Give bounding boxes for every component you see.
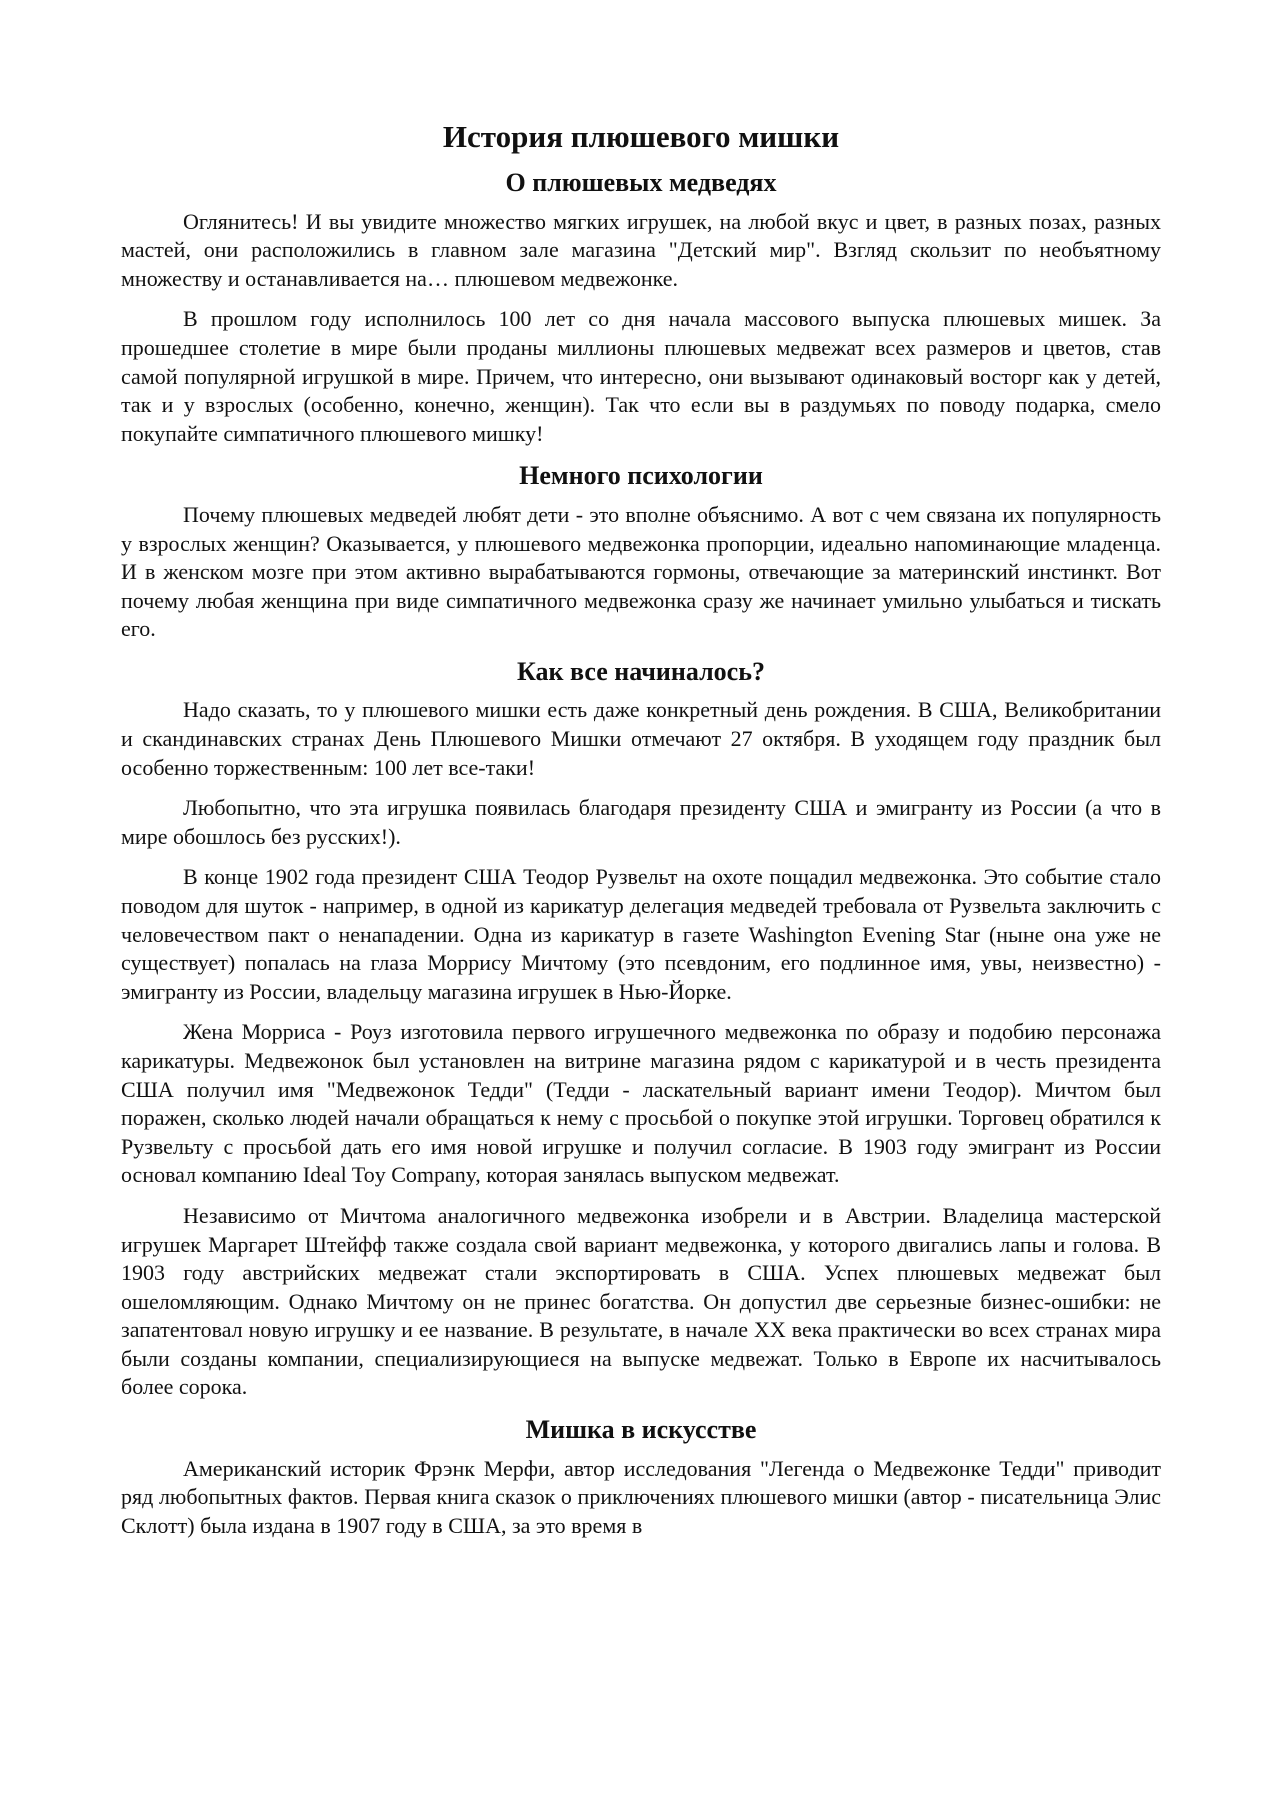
section-bear-in-art (121, 1414, 1161, 1540)
section-heading: Как все начиналось? (517, 656, 765, 686)
section-heading: Мишка в искусстве (525, 1415, 757, 1445)
paragraph: Любопытно, что эта игрушка появилась благодаря президенту США и эмигранту из России (а что в мире обошлось без русских!). (121, 795, 1161, 849)
section-heading: О плюшевых медведях (505, 168, 777, 198)
paragraph: Жена Морриса - Роуз изготовила первого игрушечного медвежонка по образу и подобию персонажа карикатуры. Медвежонок был установлен на витрине магазина рядом с карикатурой и в честь президента США получил имя "Медвежонок Тедди" (Тедди - ласкательный вариант имени Теодор). Мичтом был поражен, сколько людей начали обращаться к нему с просьбой о покупке этой игрушки. Торговец обратился к Рузвельту с просьбой дать его имя новой игрушке и получил согласие. В 1903 году эмигрант из России основал компанию Ideal Toy Company, которая занялась выпуском медвежат. (121, 1019, 1161, 1188)
section-about-plush-bears (121, 167, 1161, 448)
document-page (121, 118, 1161, 1552)
paragraph: В прошлом году исполнилось 100 лет со дня начала массового выпуска плюшевых мишек. За прошедшее столетие в мире были проданы миллионы плюшевых медвежат всех размеров и цветов, став самой популярной игрушкой в мире. Причем, что интересно, они вызывают одинаковый восторг как у детей, так и у взрослых (особенно, конечно, женщин). Так что если вы в раздумьях по поводу подарка, смело покупайте симпатичного плюшевого мишку! (121, 306, 1161, 446)
paragraph: В конце 1902 года президент США Теодор Рузвельт на охоте пощадил медвежонка. Это событие стало поводом для шуток - например, в одной из карикатур делегация медведей требовала от Рузвельта заключить с человечеством пакт о ненападении. Одна из карикатур в газете Washington Evening Star (ныне она уже не существует) попалась на глаза Моррису Мичтому (это псевдоним, его подлинное имя, увы, неизвестно) - эмигранту из России, владельцу магазина игрушек в Нью-Йорке. (121, 864, 1161, 1004)
section-psychology (121, 460, 1161, 643)
paragraph: Независимо от Мичтома аналогичного медвежонка изобрели и в Австрии. Владелица мастерской игрушек Маргарет Штейфф также создала свой вариант медвежонка, у которого двигались лапы и голова. В 1903 году австрийских медвежат стали экспортировать в США. Успех плюшевых медвежат был ошеломляющим. Однако Мичтому он не принес богатства. Он допустил две серьезные бизнес-ошибки: не запатентовал новую игрушку и ее название. В результате, в начале XX века практически во всех странах мира были созданы компании, специализирующиеся на выпуске медвежат. Только в Европе их насчитывалось более сорока. (121, 1202, 1161, 1400)
paragraph: Почему плюшевых медведей любят дети - это вполне объяснимо. А вот с чем связана их популярность у взрослых женщин? Оказывается, у плюшевого медвежонка пропорции, идеально напоминающие младенца. И в женском мозге при этом активно вырабатываются гормоны, отвечающие за материнский инстинкт. Вот почему любая женщина при виде симпатичного медвежонка сразу же начинает умильно улыбаться и тискать его. (121, 501, 1161, 642)
paragraph: Надо сказать, то у плюшевого мишки есть даже конкретный день рождения. В США, Великобритании и скандинавских странах День Плюшевого Мишки отмечают 27 октября. В уходящем году праздник был особенно торжественным: 100 лет все-таки! (121, 697, 1161, 780)
paragraph: Американский историк Фрэнк Мерфи, автор исследования "Легенда о Медвежонке Тедди" приводит ряд любопытных фактов. Первая книга сказок о приключениях плюшевого мишки (автор - писательница Элис Склотт) была издана в 1907 году в США, за это время в (121, 1455, 1161, 1538)
section-how-it-began (121, 656, 1161, 1402)
paragraph: Оглянитесь! И вы увидите множество мягких игрушек, на любой вкус и цвет, в разных позах, разных мастей, они расположились в главном зале магазина "Детский мир". Взгляд скользит по необъятному множеству и останавливается на… плюшевом медвежонке. (121, 208, 1161, 291)
document-title: История плюшевого мишки (442, 119, 840, 154)
section-heading: Немного психологии (519, 461, 763, 491)
